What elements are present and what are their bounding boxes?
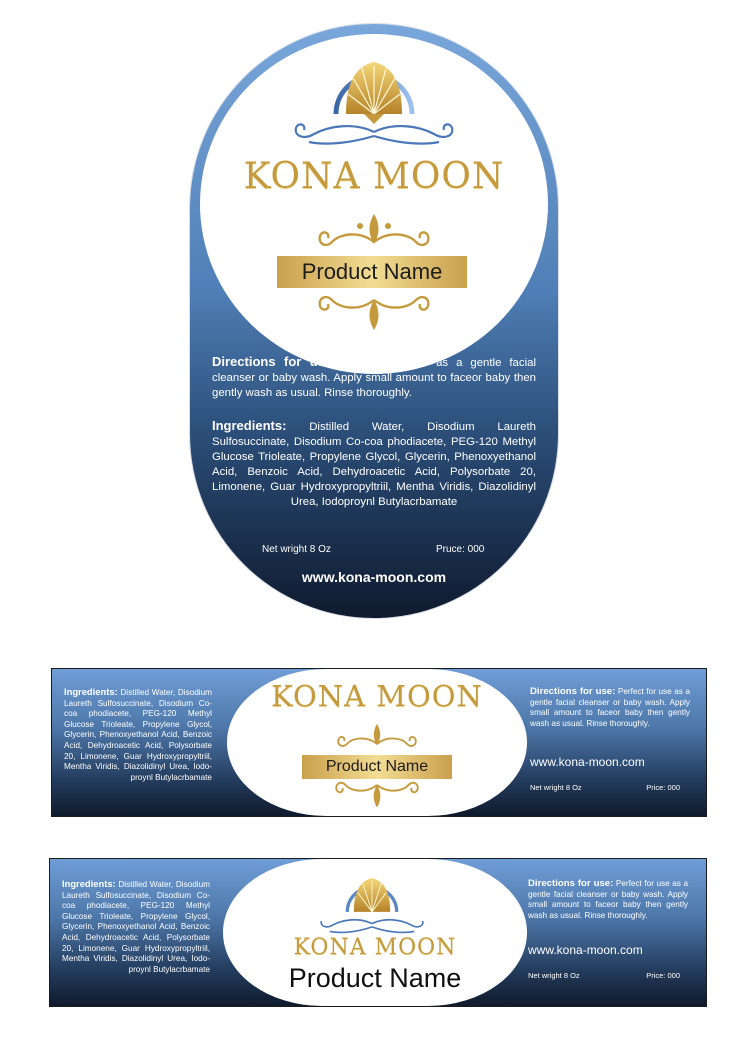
oval-net-weight: Net wright 8 Oz: [262, 544, 331, 555]
brand-title: KONA MOON: [243, 156, 505, 197]
rect1-price: Price: 000: [646, 783, 680, 792]
ornamental-scroll-icon: [332, 721, 422, 751]
oval-label: [190, 24, 558, 618]
rect2-directions: Directions for use: Perfect for use as a gentle facial cleanser or baby wash. Apply small amount to faceor baby then gently wash as usual. Rinse thoroughly.: [528, 878, 688, 920]
product-name-plate: [277, 256, 467, 288]
rect1-website: www.kona-moon.com: [530, 755, 645, 769]
rect2-brand-title: KONA MOON: [293, 935, 457, 960]
rect1-ingredients: Ingredients: Distilled Water, Disodium Laureth Sulfosuccinate, Disodium Co-coa phodiacete, PEG-120 Methyl Glucose Trioleate, Propylene Glycol, Glycerin, Phenoxyethanol Acid, Benzoic Acid, Dehydroacetic Acid, Polysorbate 20, Limonene, Guar Hydroxypropyltriil, Mentha Viridis, Diazolidinyl Urea, Iodo-proynl Butylacrbamate: [64, 686, 212, 782]
rect1-brand-title: KONA MOON: [271, 679, 483, 713]
ornamental-scroll-icon: [314, 210, 434, 252]
rect1-product-name: Product Name: [325, 758, 429, 775]
rect2-price: Price: 000: [646, 971, 680, 980]
oval-directions: Directions for use: Perfect for use as a gentle facial cleanser or baby wash. Apply small amount to faceor baby then gently wash as usual. Rinse thoroughly.: [212, 354, 536, 399]
flourish-divider-icon: [314, 292, 434, 332]
product-name: Product Name: [301, 259, 443, 284]
rect1-directions: Directions for use: Perfect for use as a gentle facial cleanser or baby wash. Apply small amount to faceor baby then gently wash as usual. Rinse thoroughly.: [530, 686, 690, 728]
seashell-logo-icon: [307, 865, 437, 940]
flourish-divider-icon: [332, 779, 422, 809]
rect2-website: www.kona-moon.com: [528, 943, 643, 957]
rect2-ingredients: Ingredients: Distilled Water, Disodium Laureth Sulfosuccinate, Disodium Co-coa phodiacete, PEG-120 Methyl Glucose Trioleate, Propylene Glycol, Glycerin, Phenoxyethanol Acid, Benzoic Acid, Dehydroacetic Acid, Polysorbate 20, Limonene, Guar Hydroxypropyltriil, Mentha Viridis, Diazolidinyl Urea, Iodo-proynl Butylacrbamate: [62, 878, 210, 974]
rect1-product-name-plate: [302, 755, 452, 779]
rect1-net-weight: Net wright 8 Oz: [530, 783, 582, 792]
rect-label-1: [51, 668, 707, 817]
oval-ingredients: Ingredients: Distilled Water, Disodium Laureth Sulfosuccinate, Disodium Co-coa phodiacete, PEG-120 Methyl Glucose Trioleate, Propylene Glycol, Glycerin, Phenoxyethanol Acid, Benzoic Acid, Dehydroacetic Acid, Polysorbate 20, Limonene, Guar Hydroxypropyltriil, Mentha Viridis, Diazolidinyl Urea, Iodoproynl Butylacrbamate: [212, 418, 536, 508]
oval-website: www.kona-moon.com: [301, 569, 447, 585]
rect-label-2: [49, 858, 707, 1007]
rect2-product-name: Product Name: [288, 963, 462, 993]
seashell-logo-icon: [274, 42, 474, 157]
rect2-net-weight: Net wright 8 Oz: [528, 971, 580, 980]
oval-price: Pruce: 000: [436, 544, 485, 555]
